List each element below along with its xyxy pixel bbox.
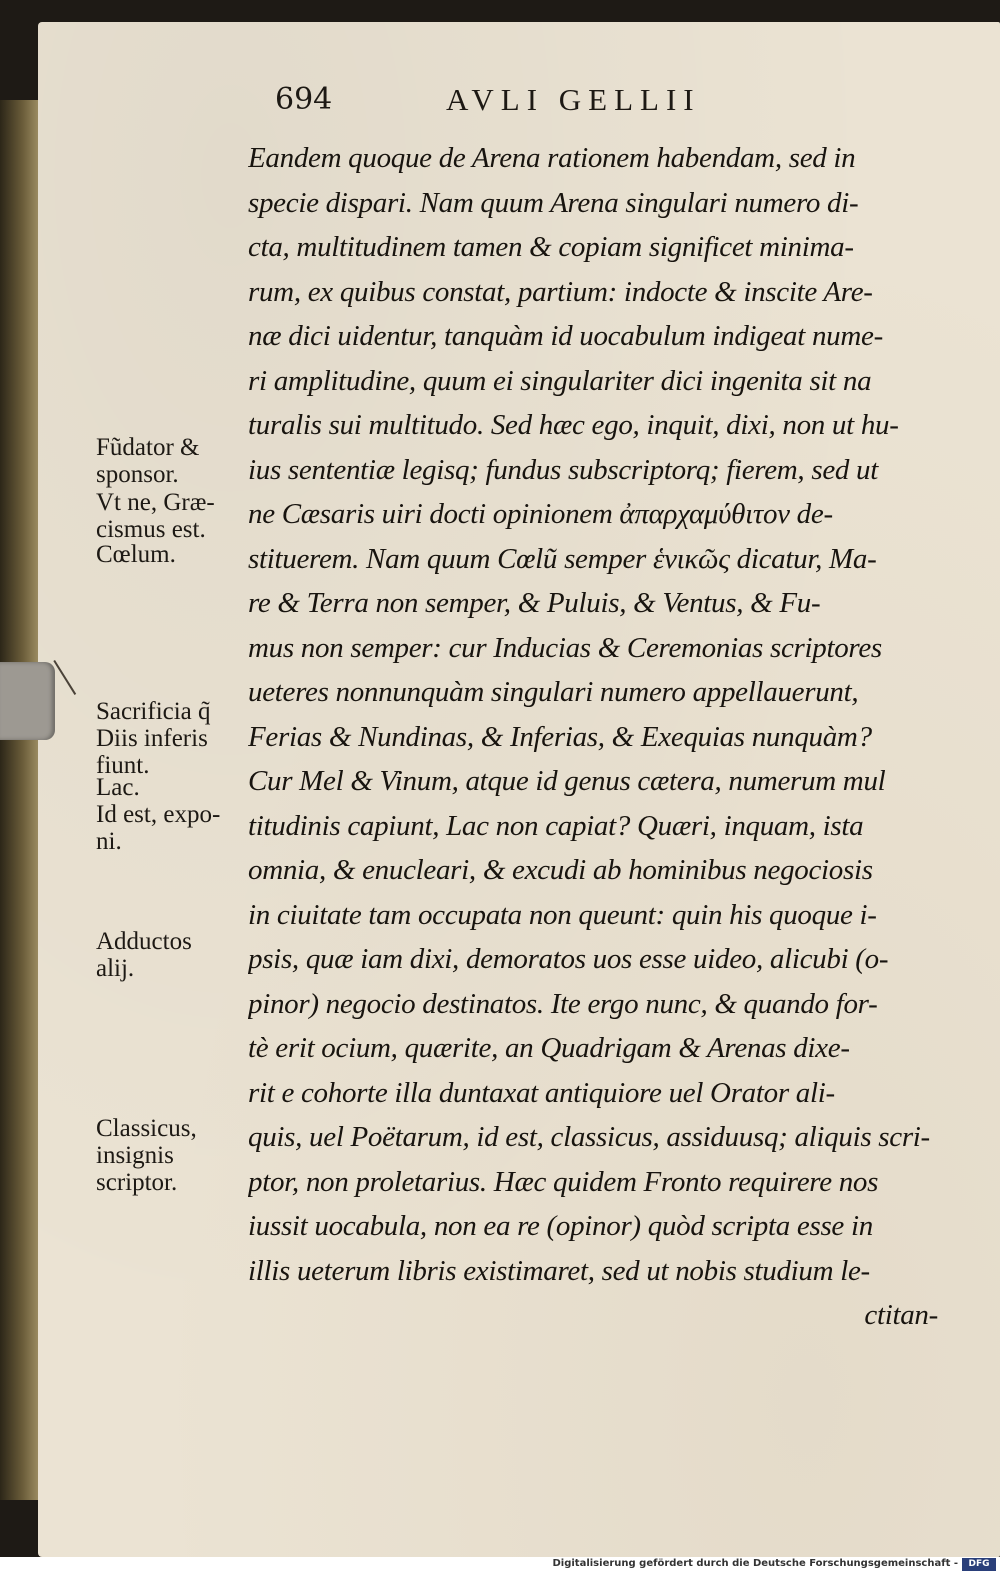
margin-note-line: fiunt.	[96, 752, 150, 780]
text-line: omnia, & enucleari, & excudi ab hominibus negociosis	[248, 854, 873, 886]
margin-note	[96, 698, 211, 779]
margin-note-line: Diis inferis	[96, 725, 208, 753]
margin-note	[96, 801, 220, 855]
margin-note	[96, 928, 192, 982]
text-line: quis, uel Poëtarum, id est, classicus, assiduusq; aliquis scri-	[248, 1121, 930, 1153]
text-line: specie dispari. Nam quum Arena singulari numero di-	[248, 186, 859, 219]
margin-note-line: alij.	[96, 954, 135, 982]
text-line: iussit uocabula, non ea re (opinor) quòd scripta esse in	[248, 1210, 873, 1242]
margin-note	[96, 541, 176, 568]
margin-note-line: Sacrificia q̃	[96, 698, 211, 726]
running-head: AVLI GELLII	[446, 82, 701, 117]
text-line: ueteres nonnunquàm singulari numero appellauerunt,	[248, 676, 859, 708]
text-line: rit e cohorte illa duntaxat antiquiore uel Orator ali-	[248, 1076, 835, 1109]
margin-note-line: Id est, expo-	[96, 800, 221, 828]
main-text	[248, 136, 948, 1338]
dfg-logo: DFG	[962, 1558, 996, 1571]
margin-note-line: Vt ne, Græ-	[96, 489, 215, 517]
text-line: psis, quæ iam dixi, demoratos uos esse uideo, alicubi (o-	[248, 943, 889, 975]
margin-note-line: Lac.	[96, 774, 140, 802]
margin-note-line: Classicus,	[96, 1114, 197, 1142]
text-line: re & Terra non semper, & Puluis, & Ventus, & Fu-	[248, 587, 821, 619]
text-line: in ciuitate tam occupata non queunt: quin his quoque i-	[248, 898, 877, 931]
margin-note	[96, 489, 215, 543]
margin-note-line: Cœlum.	[96, 540, 176, 568]
margin-note	[96, 1115, 197, 1196]
margin-note-line: cismus est.	[96, 516, 206, 544]
margin-note-line: sponsor.	[96, 460, 179, 488]
margin-note-line: Fũdator &	[96, 433, 200, 461]
margin-note-line: insignis	[96, 1141, 174, 1169]
text-line: rum, ex quibus constat, partium: indocte & inscite Are-	[248, 275, 873, 308]
text-line: tè erit ocium, quærite, an Quadrigam & Arenas dixe-	[248, 1032, 850, 1064]
digitization-credit: Digitalisierung gefördert durch die Deutsche Forschungsgemeinschaft -	[552, 1558, 958, 1569]
text-line: stituerem. Nam quum Cœlũ semper ἑνικῶς dicatur, Ma-	[248, 542, 877, 575]
margin-note-line: ni.	[96, 827, 122, 855]
margin-note	[96, 774, 140, 801]
text-line: Cur Mel & Vinum, atque id genus cætera, numerum mul	[248, 765, 886, 797]
catchword: ctitan-	[864, 1299, 938, 1331]
text-line: turalis sui multitudo. Sed hæc ego, inquit, dixi, non ut hu-	[248, 409, 899, 441]
text-line: mus non semper: cur Inducias & Ceremonias scriptores	[248, 631, 882, 664]
text-line: illis ueterum libris existimaret, sed ut nobis studium le-	[248, 1254, 870, 1287]
margin-note	[96, 434, 199, 488]
text-line: Ferias & Nundinas, & Inferias, & Exequias nunquàm?	[248, 720, 872, 753]
text-line: ne Cæsaris uiri docti opinionem ἀπαρχαμύθιτον de-	[248, 498, 833, 530]
text-line: cta, multitudinem tamen & copiam significet minima-	[248, 231, 854, 263]
text-line: pinor) negocio destinatos. Ite ergo nunc, & quando for-	[248, 987, 878, 1020]
text-line: ius sententiæ legisq; fundus subscriptorq; fierem, sed ut	[248, 453, 878, 486]
page-clip	[0, 662, 55, 740]
book-edge	[0, 100, 38, 1500]
margin-note-line: scriptor.	[96, 1168, 178, 1196]
text-line: titudinis capiunt, Lac non capiat? Quæri, inquam, ista	[248, 809, 864, 842]
page-header	[0, 82, 1000, 122]
text-line: ri amplitudine, quum ei singulariter dici ingenita sit na	[248, 364, 872, 397]
text-line: ptor, non proletarius. Hæc quidem Fronto requirere nos	[248, 1165, 879, 1198]
text-line: næ dici uidentur, tanquàm id uocabulum indigeat nume-	[248, 320, 883, 352]
text-line: Eandem quoque de Arena rationem habendam, sed in	[248, 142, 856, 174]
margin-note-line: Adductos	[96, 927, 192, 955]
page-number: 694	[275, 82, 333, 117]
